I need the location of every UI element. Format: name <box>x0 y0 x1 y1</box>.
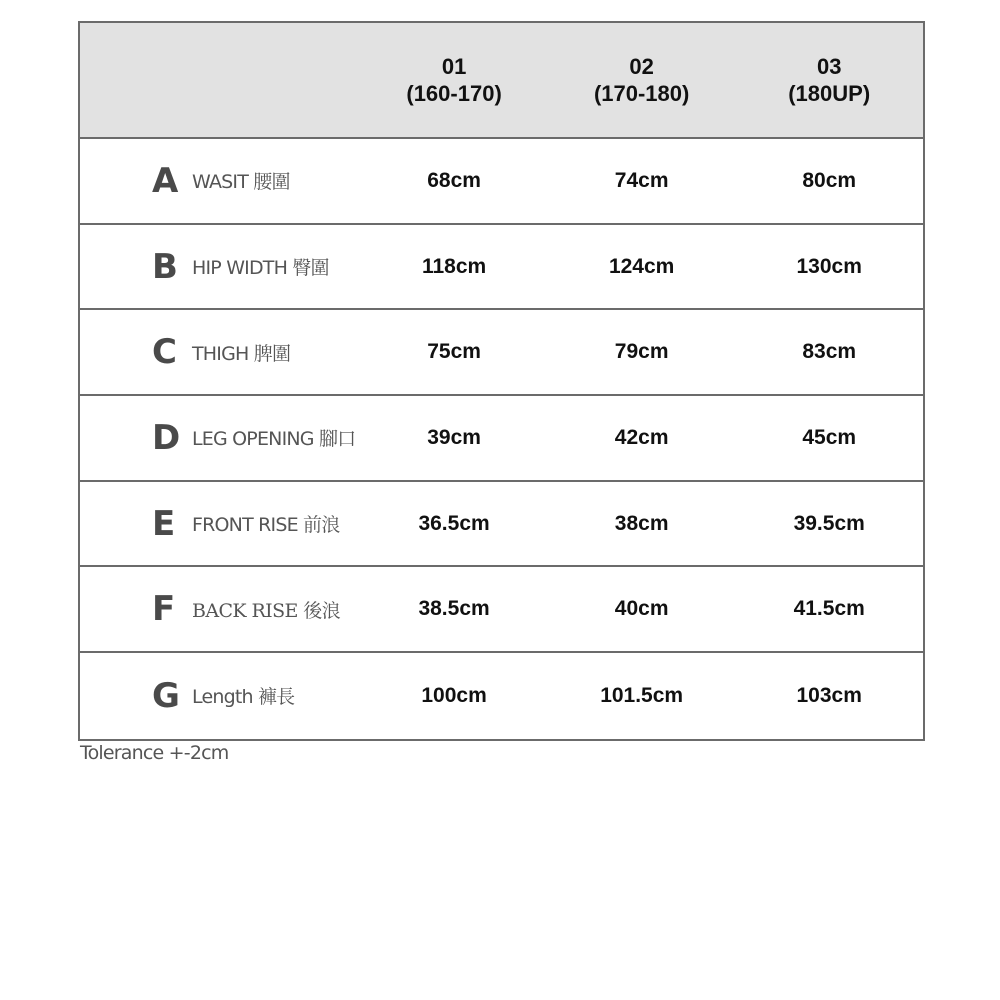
row-letter: D <box>152 417 181 458</box>
size-code: 02 <box>629 54 654 79</box>
row-name: Length 褲長 <box>192 686 295 709</box>
value-cell: 39.5cm <box>793 511 865 535</box>
size-code: 03 <box>816 54 842 79</box>
row-label <box>80 225 360 309</box>
size-chart-table <box>78 21 925 741</box>
value-cell: 124cm <box>608 254 675 278</box>
row-letter: C <box>152 332 177 373</box>
row-name: LEG OPENING 腳口 <box>192 428 356 451</box>
value-cell: 41.5cm <box>793 597 865 621</box>
row-label <box>80 139 360 223</box>
value-cell: 39cm <box>427 425 481 449</box>
value-cell: 100cm <box>421 683 487 707</box>
row-letter: E <box>152 503 176 544</box>
value-cell: 103cm <box>796 683 862 707</box>
value-cell: 74cm <box>614 168 669 192</box>
value-cell: 79cm <box>614 340 669 364</box>
value-cell: 36.5cm <box>418 511 490 535</box>
row-letter: B <box>152 246 178 287</box>
size-range: (170-180) <box>593 81 690 106</box>
measurement-row-front-rise <box>80 482 923 568</box>
value-cell: 40cm <box>614 597 669 621</box>
size-code: 01 <box>441 54 467 79</box>
size-range: (180UP) <box>788 81 871 106</box>
value-cell: 38cm <box>614 511 669 535</box>
value-cell: 83cm <box>802 340 857 364</box>
row-name: FRONT RISE 前浪 <box>192 514 340 537</box>
value-cell: 130cm <box>796 254 862 278</box>
size-column-header-03 <box>735 23 923 137</box>
row-name: WASIT 腰圍 <box>192 171 290 194</box>
row-name: THIGH 脾圍 <box>192 342 291 365</box>
row-name: HIP WIDTH 臀圍 <box>192 257 329 280</box>
row-label <box>80 653 360 739</box>
measurement-row-hip-width <box>80 225 923 311</box>
tolerance-note: Tolerance +-2cm <box>80 742 229 764</box>
measurement-row-length <box>80 653 923 739</box>
size-range: (160-170) <box>406 81 502 106</box>
header-row <box>80 23 923 139</box>
row-label <box>80 482 360 566</box>
value-cell: 80cm <box>802 168 857 192</box>
value-cell: 42cm <box>614 425 669 449</box>
value-cell: 38.5cm <box>418 597 490 621</box>
value-cell: 45cm <box>802 425 857 449</box>
row-label <box>80 396 360 480</box>
row-letter: F <box>152 589 176 630</box>
row-label <box>80 310 360 394</box>
size-column-header-02 <box>548 23 736 137</box>
measurement-row-thigh <box>80 310 923 396</box>
measurement-row-leg-opening <box>80 396 923 482</box>
measurement-row-waist <box>80 139 923 225</box>
row-letter: A <box>152 160 179 201</box>
value-cell: 75cm <box>427 340 481 364</box>
row-label <box>80 567 360 651</box>
size-column-header-01 <box>360 23 548 137</box>
row-letter: G <box>152 675 180 716</box>
measurement-row-back-rise <box>80 567 923 653</box>
value-cell: 101.5cm <box>600 683 684 707</box>
value-cell: 68cm <box>427 168 481 192</box>
header-empty-cell <box>80 23 360 137</box>
value-cell: 118cm <box>421 254 487 278</box>
row-name: BACK RISE 後浪 <box>192 599 340 622</box>
